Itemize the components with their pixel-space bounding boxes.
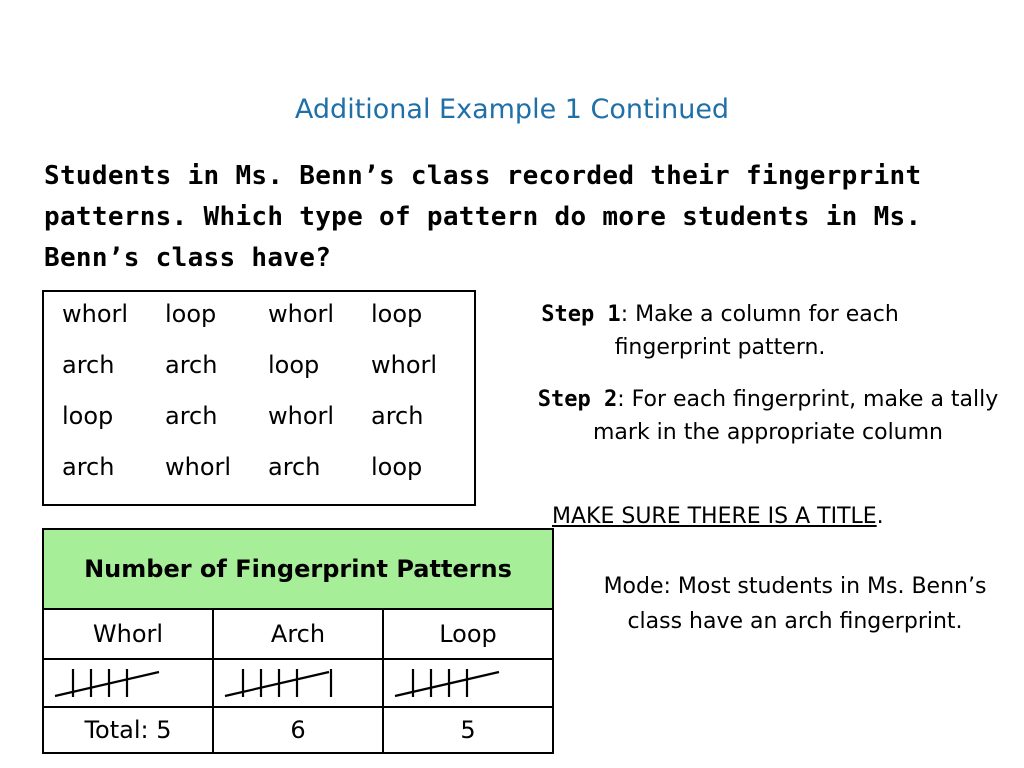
- data-cell: whorl: [268, 300, 335, 328]
- tally-crossbar: [55, 672, 159, 696]
- data-cell: whorl: [165, 453, 232, 481]
- data-cell: loop: [268, 351, 320, 379]
- data-cell: loop: [62, 402, 114, 430]
- total-loop: 5: [383, 707, 553, 753]
- fingerprint-data-grid: [62, 300, 471, 504]
- mode-answer: Mode: Most students in Ms. Benn’s class have an arch fingerprint.: [603, 574, 987, 634]
- data-cell: arch: [268, 453, 321, 481]
- column-header-loop: Loop: [383, 609, 553, 659]
- data-cell: loop: [371, 453, 423, 481]
- data-cell: loop: [371, 300, 423, 328]
- tally-cell-arch: [213, 659, 383, 707]
- step-1-text: : Make a column for each fingerprint pattern.: [614, 302, 899, 360]
- data-cell: arch: [62, 453, 115, 481]
- data-cell: arch: [371, 402, 424, 430]
- data-cell: loop: [165, 300, 217, 328]
- tally-table-title: Number of Fingerprint Patterns: [43, 529, 553, 609]
- data-cell: arch: [165, 402, 218, 430]
- data-cell: whorl: [62, 300, 129, 328]
- tally-marks-loop: [393, 663, 543, 703]
- column-header-arch: Arch: [213, 609, 383, 659]
- step-1-label: Step 1: [541, 302, 621, 327]
- total-whorl: Total: 5: [43, 707, 213, 753]
- data-cell: whorl: [268, 402, 335, 430]
- title-reminder-period: .: [876, 504, 884, 529]
- step-1: [500, 298, 940, 364]
- tally-crossbar: [395, 672, 499, 696]
- step-2-text: : For each fingerprint, make a tally mark in the appropriate column: [592, 387, 999, 445]
- tally-table: [42, 528, 554, 754]
- column-header-whorl: Whorl: [43, 609, 213, 659]
- data-cell: arch: [62, 351, 115, 379]
- fingerprint-data-box: [42, 290, 476, 506]
- title-reminder-text: MAKE SURE THERE IS A TITLE: [552, 504, 877, 529]
- tally-cell-loop: [383, 659, 553, 707]
- data-cell: whorl: [371, 351, 438, 379]
- question-text: Students in Ms. Benn’s class recorded their fingerprint patterns. Which type of pattern do more students in Ms. Benn’s class have?: [44, 161, 922, 273]
- title-reminder: [552, 504, 884, 529]
- tally-marks-whorl: [53, 663, 203, 703]
- tally-cell-whorl: [43, 659, 213, 707]
- step-2-label: Step 2: [537, 387, 618, 412]
- slide-title: Additional Example 1 Continued: [294, 94, 730, 125]
- total-arch: 6: [213, 707, 383, 753]
- tally-marks-arch: [223, 663, 373, 703]
- tally-crossbar: [225, 672, 329, 696]
- step-2: [528, 383, 1008, 449]
- data-cell: arch: [165, 351, 218, 379]
